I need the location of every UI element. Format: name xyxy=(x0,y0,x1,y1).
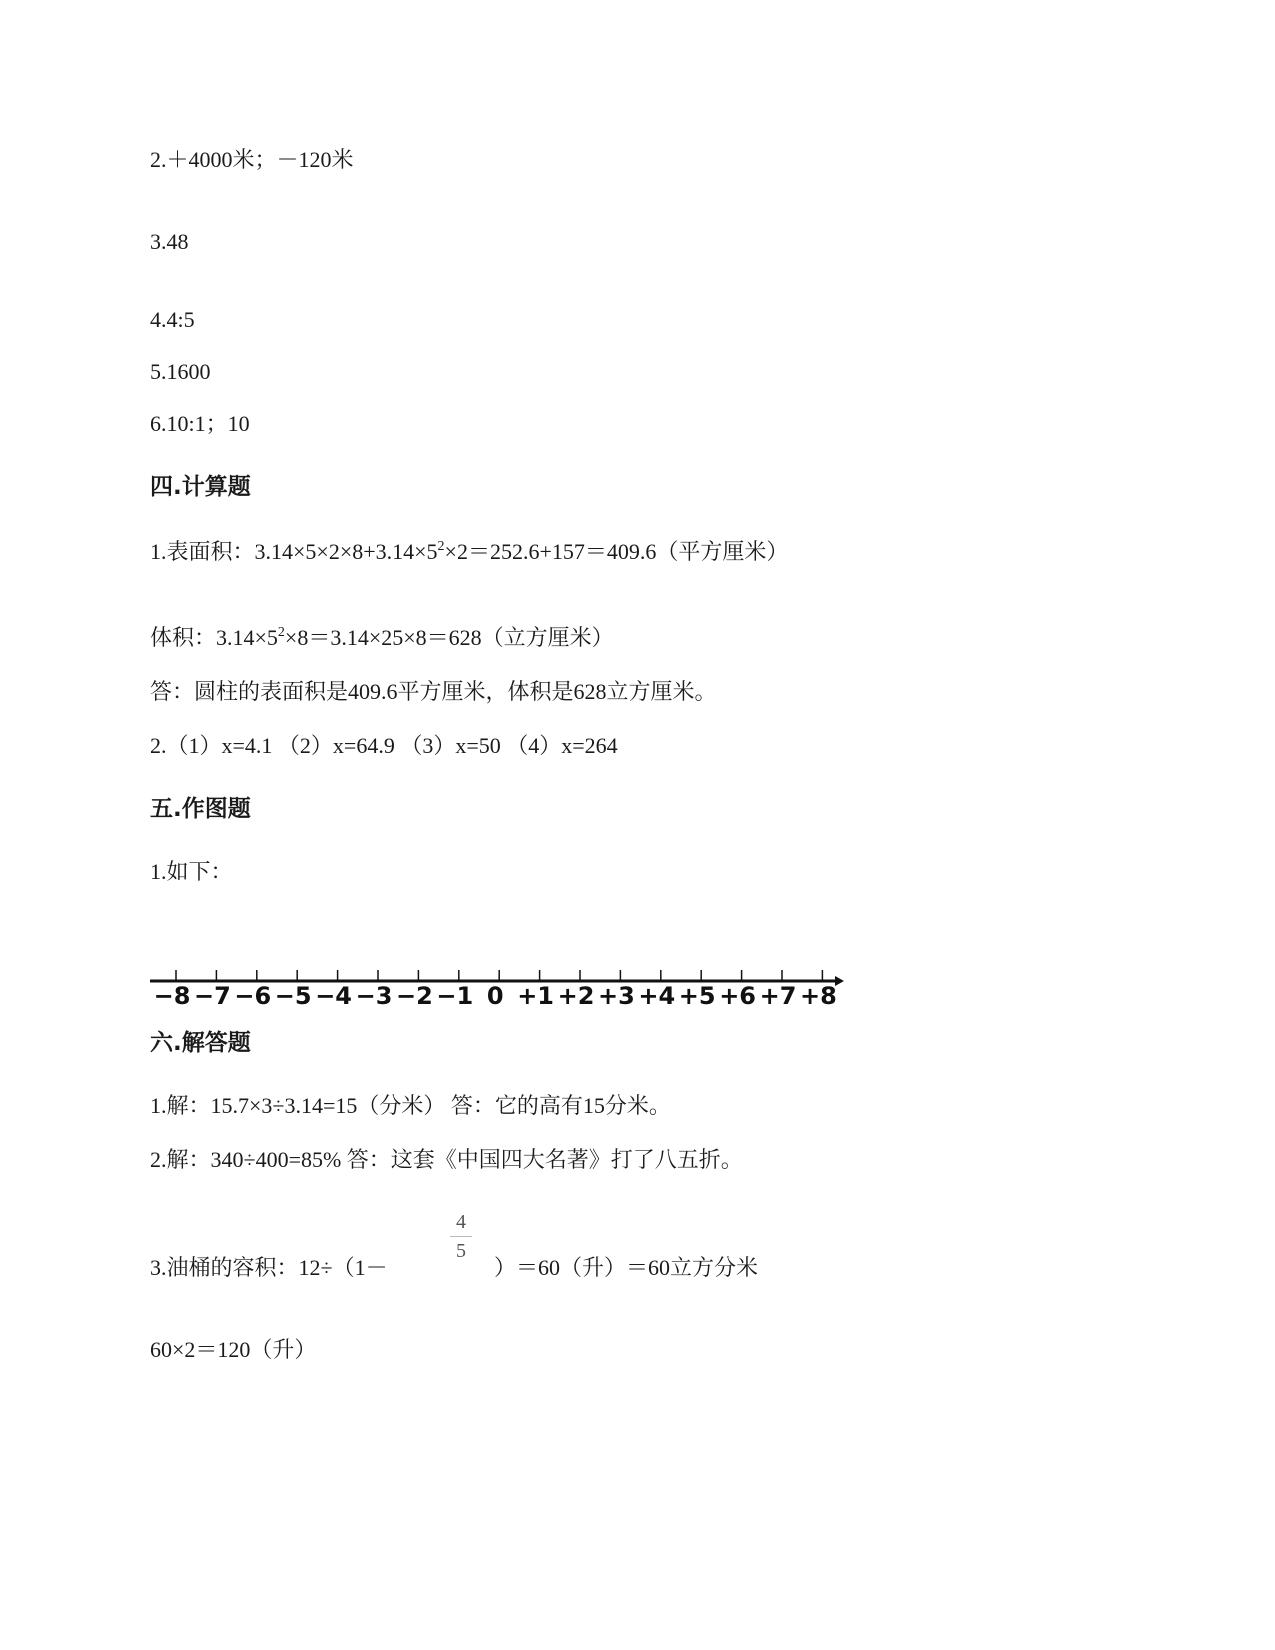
text-segment: ×2＝252.6+157＝409.6（平方厘米） xyxy=(444,539,789,564)
section-heading-calc: 四.计算题 xyxy=(150,474,251,500)
tick-label: −2 xyxy=(395,982,433,1010)
tick-label: +3 xyxy=(597,982,635,1010)
tick-label: −7 xyxy=(193,982,231,1010)
surface-area-line xyxy=(150,538,788,566)
text-segment: 1.表面积：3.14×5×2×8+3.14×5 xyxy=(150,539,438,564)
number-line-figure xyxy=(150,952,850,1012)
answer-line: 1.如下： xyxy=(150,859,233,884)
fraction-numerator: 4 xyxy=(456,1211,466,1233)
tick-label: −8 xyxy=(153,982,191,1010)
tick-label: 0 xyxy=(486,982,504,1010)
tick-label: +7 xyxy=(759,982,797,1010)
superscript: 2 xyxy=(277,625,285,640)
tick-label: −4 xyxy=(315,982,353,1010)
answer-line: ）＝60（升）＝60立方分米 xyxy=(494,1255,759,1280)
tick-label: −1 xyxy=(436,982,474,1010)
tick-label: +4 xyxy=(638,982,676,1010)
answer-line: 2.＋4000米；－120米 xyxy=(150,147,354,172)
answer-line: 3.48 xyxy=(150,229,189,254)
text-segment: 体积：3.14×5 xyxy=(150,625,278,650)
answer-line: 3.油桶的容积：12÷（1－ xyxy=(150,1255,388,1280)
superscript: 2 xyxy=(437,539,445,554)
tick-label: −3 xyxy=(355,982,393,1010)
fraction-bar xyxy=(450,1236,472,1237)
tick-label: +5 xyxy=(678,982,716,1010)
fraction xyxy=(446,1210,476,1263)
section-heading-solve: 六.解答题 xyxy=(150,1030,251,1056)
section-heading-drawing: 五.作图题 xyxy=(150,796,251,822)
answer-line: 5.1600 xyxy=(150,359,211,384)
answer-line: 2.解：340÷400=85% 答：这套《中国四大名著》打了八五折。 xyxy=(150,1147,743,1172)
answer-line: 4.4:5 xyxy=(150,307,195,332)
tick-label: −6 xyxy=(234,982,272,1010)
equation-answers: 2.（1）x=4.1 （2）x=64.9 （3）x=50 （4）x=264 xyxy=(150,733,618,758)
answer-line: 60×2＝120（升） xyxy=(150,1337,317,1362)
tick-label: −5 xyxy=(274,982,312,1010)
answer-line: 1.解：15.7×3÷3.14=15（分米） 答：它的高有15分米。 xyxy=(150,1093,671,1118)
fraction-denominator: 5 xyxy=(456,1240,466,1262)
answer-line: 答：圆柱的表面积是409.6平方厘米，体积是628立方厘米。 xyxy=(150,679,717,704)
volume-line xyxy=(150,624,614,652)
tick-label: +1 xyxy=(517,982,555,1010)
tick-label: +8 xyxy=(799,982,837,1010)
tick-label: +2 xyxy=(557,982,595,1010)
text-segment: ×8＝3.14×25×8＝628（立方厘米） xyxy=(284,625,614,650)
tick-label: +6 xyxy=(719,982,757,1010)
answer-line: 6.10:1；10 xyxy=(150,411,250,436)
